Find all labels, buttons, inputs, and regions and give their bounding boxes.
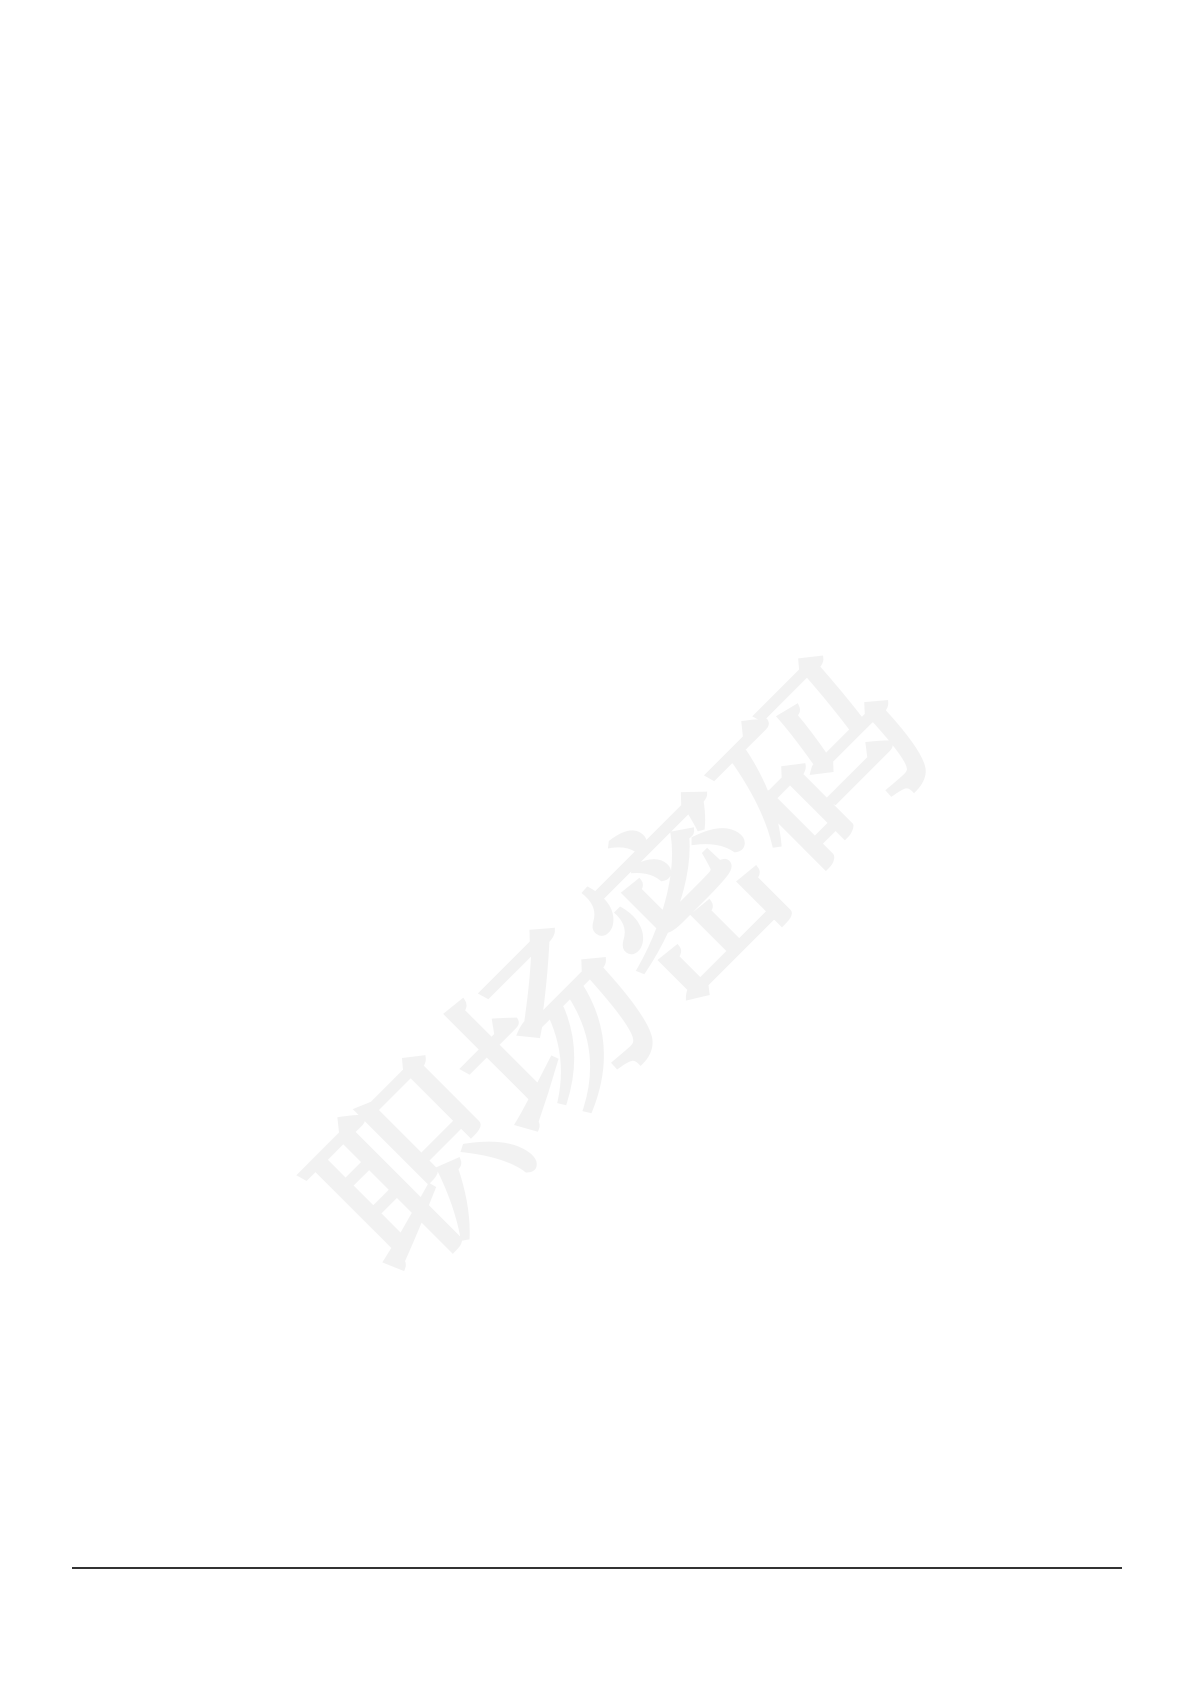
footer-divider xyxy=(72,1567,1122,1569)
document-body xyxy=(72,66,1122,92)
watermark-text: 职场密码 xyxy=(274,620,969,1315)
